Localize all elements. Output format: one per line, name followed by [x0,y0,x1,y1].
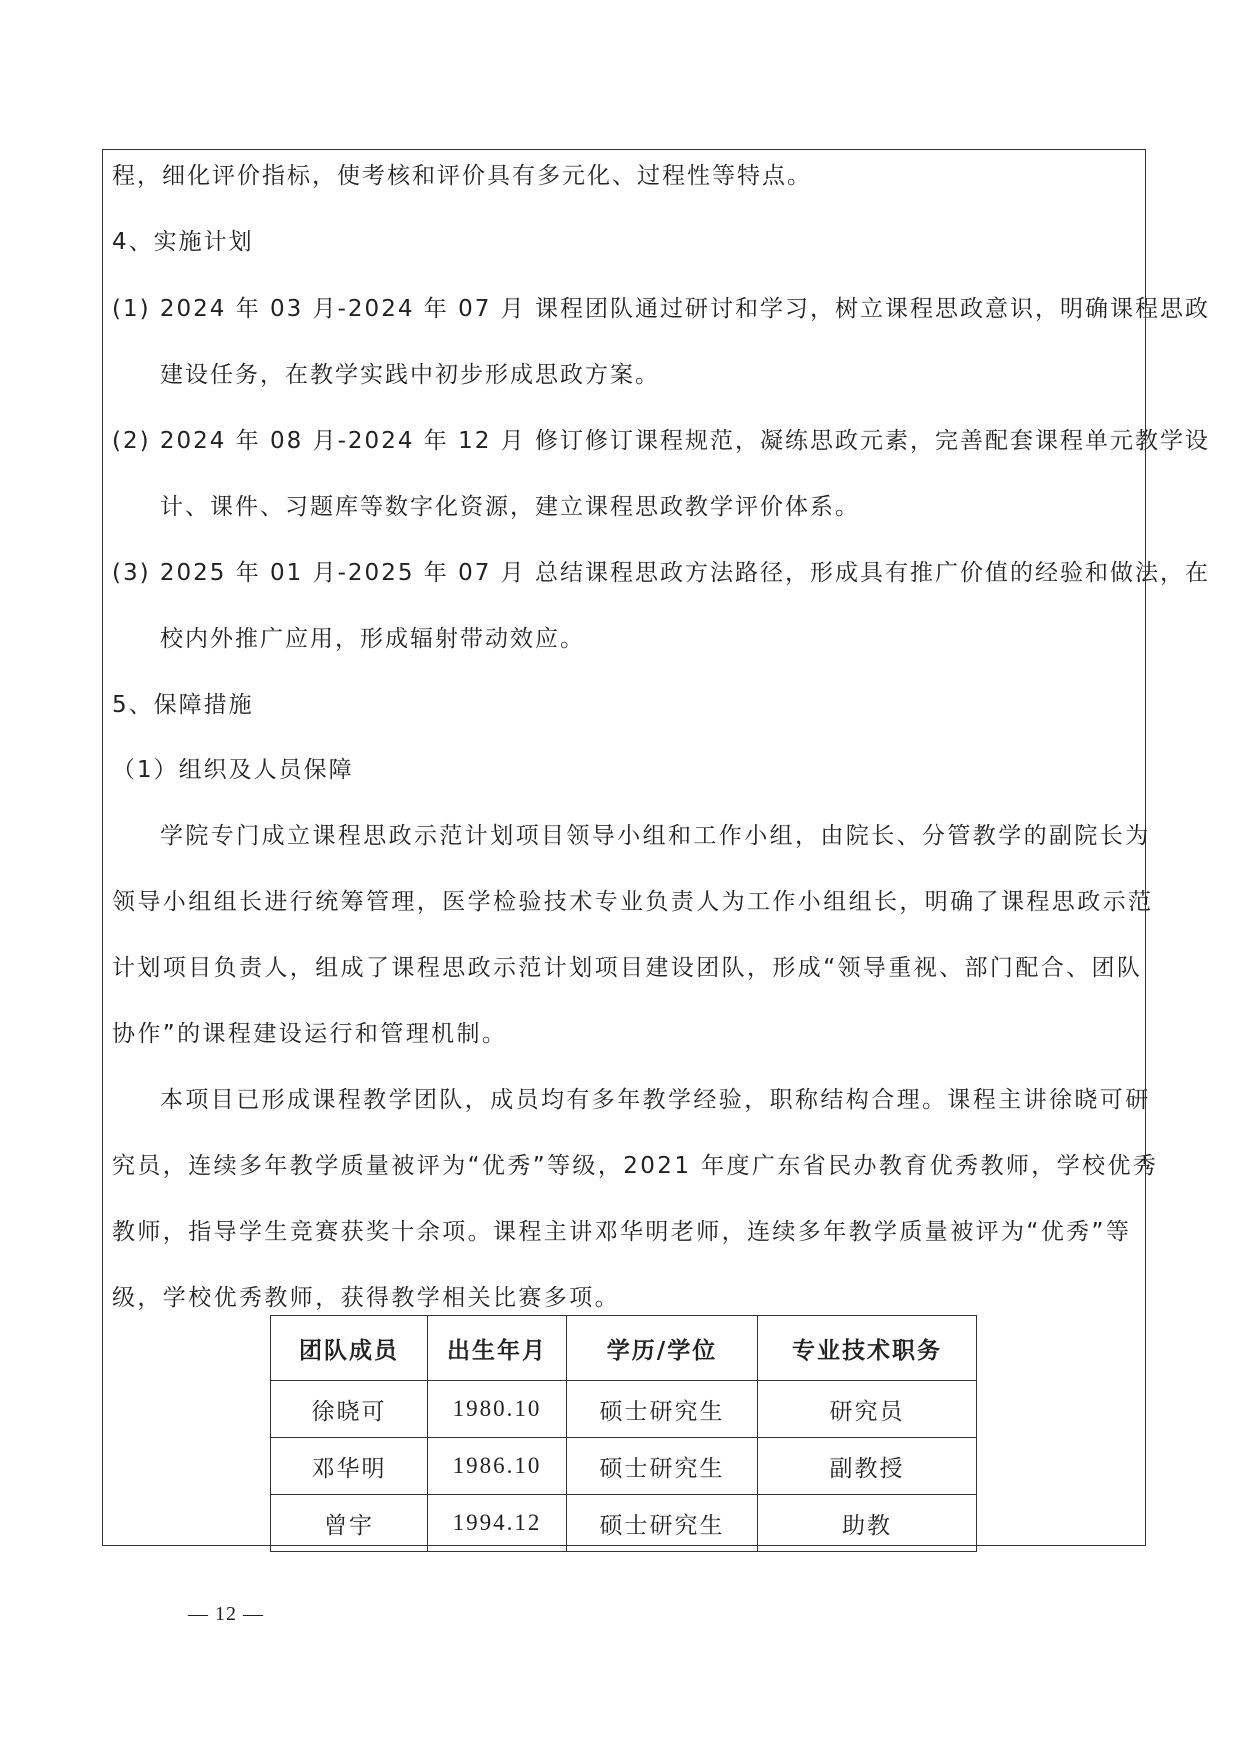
section-heading-plan: 4、实施计划 [112,229,254,255]
paragraph-line: 协作”的课程建设运行和管理机制。 [112,1021,508,1047]
plan-item-1-cont: 建设任务，在教学实践中初步形成思政方案。 [160,362,660,388]
paragraph-line: 计划项目负责人，组成了课程思政示范计划项目建设团队，形成“领导重视、部门配合、团队 [112,955,1143,981]
plan-item-1: (1) 2024 年 03 月-2024 年 07 月 课程团队通过研讨和学习，树立课程思政意识，明确课程思政 [112,296,1210,322]
cell-name: 曾宇 [271,1495,428,1552]
cell-title: 研究员 [758,1381,977,1438]
page-number: — 12 — [188,1603,264,1625]
plan-item-2-cont: 计、课件、习题库等数字化资源，建立课程思政教学评价体系。 [160,494,860,520]
paragraph-line: 级，学校优秀教师，获得教学相关比赛多项。 [112,1285,620,1311]
header-cell: 专业技术职务 [758,1316,977,1381]
paragraph-line: 究员，连续多年教学质量被评为“优秀”等级，2021 年度广东省民办教育优秀教师，学校优秀 [112,1153,1159,1179]
cell-degree: 硕士研究生 [567,1438,758,1495]
table-row [271,1495,977,1552]
text-line: 程，细化评价指标，使考核和评价具有多元化、过程性等特点。 [112,163,812,189]
cell-title: 副教授 [758,1438,977,1495]
header-cell: 学历/学位 [567,1316,758,1381]
team-table [270,1315,977,1552]
section-heading-safeguard: 5、保障措施 [112,692,254,718]
cell-name: 邓华明 [271,1438,428,1495]
header-cell: 团队成员 [271,1316,428,1381]
table-row [271,1438,977,1495]
cell-title: 助教 [758,1495,977,1552]
cell-degree: 硕士研究生 [567,1495,758,1552]
subsection-heading: （1）组织及人员保障 [112,757,354,783]
table-header-row [271,1316,977,1381]
plan-item-3: (3) 2025 年 01 月-2025 年 07 月 总结课程思政方法路径，形成具有推广价值的经验和做法，在 [112,560,1210,586]
cell-birth: 1986.10 [428,1438,567,1495]
cell-degree: 硕士研究生 [567,1381,758,1438]
header-cell: 出生年月 [428,1316,567,1381]
table-row [271,1381,977,1438]
cell-birth: 1994.12 [428,1495,567,1552]
paragraph-line: 学院专门成立课程思政示范计划项目领导小组和工作小组，由院长、分管教学的副院长为 [160,823,1151,849]
plan-item-3-cont: 校内外推广应用，形成辐射带动效应。 [160,626,585,652]
cell-birth: 1980.10 [428,1381,567,1438]
paragraph-line: 领导小组组长进行统筹管理，医学检验技术专业负责人为工作小组组长，明确了课程思政示范 [112,889,1154,915]
cell-name: 徐晓可 [271,1381,428,1438]
paragraph-line: 本项目已形成课程教学团队，成员均有多年教学经验，职称结构合理。课程主讲徐晓可研 [160,1087,1151,1113]
plan-item-2: (2) 2024 年 08 月-2024 年 12 月 修订修订课程规范，凝练思政元素，完善配套课程单元教学设 [112,428,1210,454]
paragraph-line: 教师，指导学生竞赛获奖十余项。课程主讲邓华明老师，连续多年教学质量被评为“优秀”等 [112,1219,1132,1245]
